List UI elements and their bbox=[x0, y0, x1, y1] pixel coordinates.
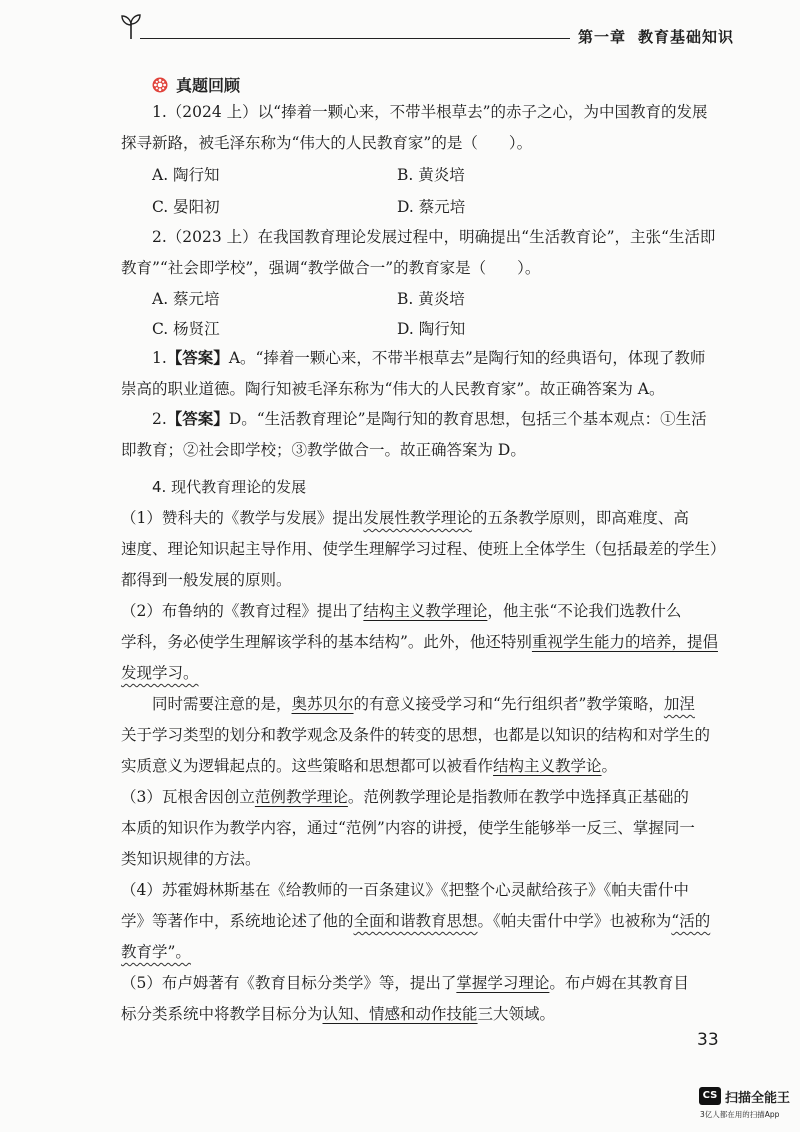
p5-line-2 bbox=[121, 910, 710, 932]
answer-2-text: D。“生活教育理论”是陶行知的教育思想，包括三个基本观点：①生活 bbox=[228, 410, 707, 428]
p2-text-c: ，他主张“不论我们选教什么 bbox=[487, 602, 682, 620]
p6-line-1 bbox=[121, 972, 689, 994]
q1-option-c: C. 晏阳初 bbox=[152, 198, 220, 216]
section-heading: 4. 现代教育理论的发展 bbox=[152, 478, 307, 496]
p5-line-3 bbox=[121, 941, 191, 963]
p5-text-line2a: 学》等著作中，系统地论述了他的 bbox=[121, 912, 354, 930]
p4-line-2: 本质的知识作为教学内容，通过“范例”内容的讲授，使学生能够举一反三、掌握同一 bbox=[121, 819, 695, 837]
p3-line-1 bbox=[152, 693, 695, 715]
answer-2-line-2: 即教育；②社会即学校；③教学做合一。故正确答案为 D。 bbox=[121, 441, 526, 459]
p4-text-c: 。范例教学理论是指教师在教学中选择真正基础的 bbox=[347, 788, 689, 806]
p6-key-term: 掌握学习理论 bbox=[456, 974, 550, 992]
sprout-icon bbox=[118, 12, 144, 40]
scanner-slogan: 3亿人都在用的扫描App bbox=[700, 1110, 780, 1119]
answer-1-line-1 bbox=[152, 347, 705, 369]
answer-1-text: A。“捧着一颗心来，不带半根草去”是陶行知的经典语句，体现了教师 bbox=[228, 349, 706, 367]
p6-domains: 认知、情感和动作技能 bbox=[322, 1005, 478, 1023]
p2-key-term: 结构主义教学理论 bbox=[363, 602, 488, 620]
p1-line-2: 速度、理论知识起主导作用、使学生理解学习过程、使班上全体学生（包括最差的学生） bbox=[121, 540, 726, 558]
scanner-logo-icon: CS bbox=[699, 1087, 721, 1105]
q1-option-a: A. 陶行知 bbox=[152, 166, 220, 184]
p2-discovery-learning: 发现学习。 bbox=[121, 664, 199, 682]
p5-line-1: （4）苏霍姆林斯基在《给教师的一百条建议》《把整个心灵献给孩子》《帕夫雷什中 bbox=[121, 881, 689, 899]
p1-key-term: 发展性教学理论 bbox=[363, 509, 472, 527]
q1-line-1: 1.（2024 上）以“捧着一颗心来，不带半根草去”的赤子之心，为中国教育的发展 bbox=[152, 103, 708, 121]
p2-line-2 bbox=[121, 631, 718, 653]
p1-text-a: （1）赞科夫的《教学与发展》提出 bbox=[121, 509, 364, 527]
p2-key-phrase: 重视学生能力的培养，提倡 bbox=[531, 633, 718, 651]
header-rule bbox=[140, 38, 570, 39]
p2-text-line2a: 学科，务必使学生理解该学科的基本结构”。此外，他还特别 bbox=[121, 633, 532, 651]
p4-key-term: 范例教学理论 bbox=[254, 788, 348, 806]
q2-option-a: A. 蔡元培 bbox=[152, 290, 220, 308]
p3-text-line3a: 实质意义为逻辑起点的。这些策略和思想都可以被看作 bbox=[121, 757, 494, 775]
q2-option-b: B. 黄炎培 bbox=[397, 290, 465, 308]
q1-option-d: D. 蔡元培 bbox=[397, 198, 466, 216]
answer-1-num: 1. bbox=[152, 349, 167, 367]
q2-line-1: 2.（2023 上）在我国教育理论发展过程中，明确提出“生活教育论”，主张“生活即 bbox=[152, 228, 716, 246]
p3-ausubel: 奥苏贝尔 bbox=[291, 695, 354, 713]
p1-text-c: 的五条教学原则，即高难度、高 bbox=[471, 509, 689, 527]
q2-option-d: D. 陶行知 bbox=[397, 320, 466, 338]
p3-text-c: 的有意义接受学习和“先行组织者”教学策略， bbox=[353, 695, 664, 713]
p2-line-3 bbox=[121, 662, 199, 684]
p5-living-start: “活的 bbox=[671, 912, 711, 930]
p6-line-2 bbox=[121, 1003, 555, 1025]
p6-text-line2c: 三大领域。 bbox=[477, 1005, 556, 1023]
p3-gagne: 加涅 bbox=[663, 695, 695, 713]
p3-text-a: 同时需要注意的是， bbox=[152, 695, 292, 713]
p3-structuralism: 结构主义教学论 bbox=[493, 757, 602, 775]
p1-line-3: 都得到一般发展的原则。 bbox=[121, 571, 292, 589]
chapter-title: 教育基础知识 bbox=[638, 28, 735, 46]
answer-2-num: 2. bbox=[152, 410, 167, 428]
p4-line-3: 类知识规律的方法。 bbox=[121, 850, 261, 868]
q2-option-c: C. 杨贤江 bbox=[152, 320, 220, 338]
p4-text-a: （3）瓦根舍因创立 bbox=[121, 788, 255, 806]
review-title: 真题回顾 bbox=[176, 76, 241, 95]
p3-line-2: 关于学习类型的划分和教学观念及条件的转变的思想，也都是以知识的结构和对学生的 bbox=[121, 726, 711, 744]
review-heading bbox=[152, 73, 240, 96]
answer-1-tag: 【答案】 bbox=[166, 348, 229, 367]
page-number: 33 bbox=[697, 1030, 719, 1050]
p4-line-1 bbox=[121, 786, 689, 808]
p5-key-term: 全面和谐教育思想 bbox=[353, 912, 478, 930]
p2-line-1 bbox=[121, 600, 681, 622]
answer-2-line-1 bbox=[152, 408, 707, 430]
p2-text-a: （2）布鲁纳的《教育过程》提出了 bbox=[121, 602, 364, 620]
scanner-app-name: 扫描全能王 bbox=[725, 1091, 791, 1106]
p5-text-line2c: 。《帕夫雷什中学》也被称为 bbox=[477, 912, 672, 930]
q1-line-2: 探寻新路，被毛泽东称为“伟大的人民教育家”的是（ ）。 bbox=[121, 134, 533, 152]
flower-icon bbox=[152, 77, 168, 93]
answer-1-line-2: 崇高的职业道德。陶行知被毛泽东称为“伟大的人民教育家”。故正确答案为 A。 bbox=[121, 380, 665, 398]
p3-text-line3c: 。 bbox=[601, 757, 618, 775]
p6-text-a: （5）布卢姆著有《教育目标分类学》等，提出了 bbox=[121, 974, 457, 992]
p6-text-line2a: 标分类系统中将教学目标分为 bbox=[121, 1005, 323, 1023]
chapter-header bbox=[578, 26, 746, 47]
chapter-label: 第一章 bbox=[578, 28, 627, 46]
p1-line-1 bbox=[121, 507, 689, 529]
p6-text-c: 。布卢姆在其教育目 bbox=[549, 974, 689, 992]
p3-line-3 bbox=[121, 755, 617, 777]
q2-line-2: 教育”“社会即学校”，强调“教学做合一”的教育家是（ ）。 bbox=[121, 259, 541, 277]
q1-option-b: B. 黄炎培 bbox=[397, 166, 465, 184]
p5-living-pedagogy: 教育学”。 bbox=[121, 943, 191, 961]
answer-2-tag: 【答案】 bbox=[166, 409, 229, 428]
